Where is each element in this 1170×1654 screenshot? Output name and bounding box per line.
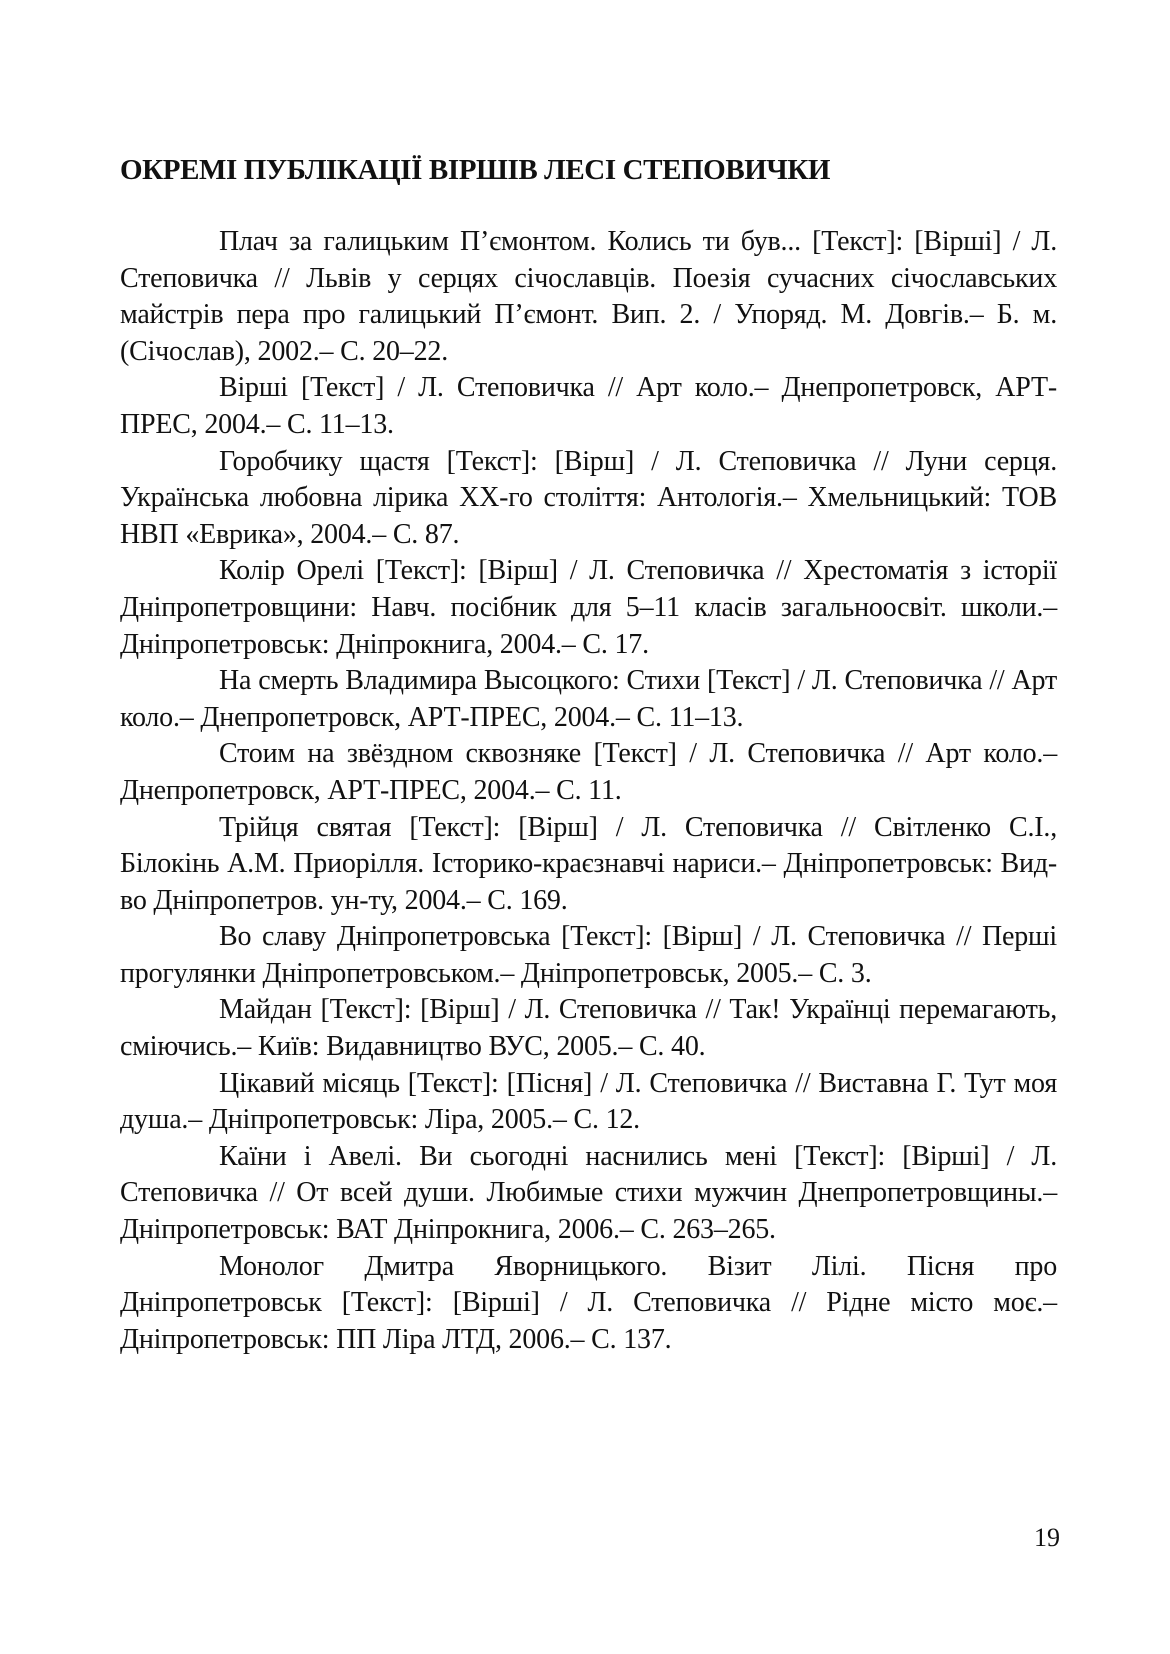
bibliography-entry: Цікавий місяць [Текст]: [Пісня] / Л. Степовичка // Виставна Г. Тут моя душа.– Дніпропетровськ: Ліра, 2005.– С. 12. [120,1067,1057,1136]
bibliography-entry: Трійця святая [Текст]: [Вірш] / Л. Степовичка // Світленко С.І., Білокінь А.М. Приорілля. Історико-краєзнавчі нариси.– Дніпропетровськ: Вид-во Дніпропетров. ун-ту, 2004.– С. 169. [120,811,1057,916]
bibliography-entry: Вірші [Текст] / Л. Степовичка // Арт коло.– Днепропетровск, АРТ-ПРЕС, 2004.– С. 11–13. [120,372,1057,440]
bibliography-entry: Горобчику щастя [Текст]: [Вірш] / Л. Степовичка // Луни серця. Українська любовна лірика ХХ-го століття: Антологія.– Хмельницький: ТОВ НВП «Еврика», 2004.– С. 87. [120,445,1057,550]
bibliography-entry: Майдан [Текст]: [Вірш] / Л. Степовичка // Так! Українці перемагають, сміючись.– Київ: Видавництво ВУС, 2005.– С. 40. [120,994,1057,1063]
bibliography-entry: На смерть Владимира Высоцкого: Стихи [Текст] / Л. Степовичка // Арт коло.– Днепропетровск, АРТ-ПРЕС, 2004.– С. 11–13. [120,665,1057,733]
bibliography-list [120,224,1057,1358]
section-heading: ОКРЕМІ ПУБЛІКАЦІЇ ВІРШІВ ЛЕСІ СТЕПОВИЧКИ [120,154,831,186]
bibliography-entry: Во славу Дніпропетровська [Текст]: [Вірш] / Л. Степовичка // Перші прогулянки Дніпропетровськом.– Дніпропетровськ, 2005.– С. 3. [120,921,1057,989]
bibliography-entry: Колір Орелі [Текст]: [Вірш] / Л. Степовичка // Хрестоматія з історії Дніпропетровщини: Навч. посібник для 5–11 класів загальноосвіт. школи.– Дніпропетровськ: Дніпрокнига, 2004.– С. 17. [120,555,1057,660]
bibliography-entry: Плач за галицьким П’ємонтом. Колись ти був... [Текст]: [Вірші] / Л. Степовичка // Львів у серцях січославців. Поезія сучасних січославських майстрів пера про галицький П’ємонт. Вип. 2. / Упоряд. М. Довгів.– Б. м. (Січослав), 2002.– С. 20–22. [120,226,1057,367]
bibliography-entry: Монолог Дмитра Яворницького. Візит Лілі. Пісня про Дніпропетровськ [Текст]: [Вірші] / Л. Степовичка // Рідне місто моє.– Дніпропетровськ: ПП Ліра ЛТД, 2006.– С. 137. [120,1250,1057,1355]
bibliography-entry: Каїни і Авелі. Ви сьогодні наснились мені [Текст]: [Вірші] / Л. Степовичка // От всей души. Любимые стихи мужчин Днепропетровщины.– Дніпропетровськ: ВАТ Дніпрокнига, 2006.– С. 263–265. [120,1140,1057,1246]
page-number: 19 [1034,1523,1060,1552]
bibliography-entry: Стоим на звёздном сквозняке [Текст] / Л. Степовичка // Арт коло.– Днепропетровск, АРТ-ПРЕС, 2004.– С. 11. [120,738,1057,806]
